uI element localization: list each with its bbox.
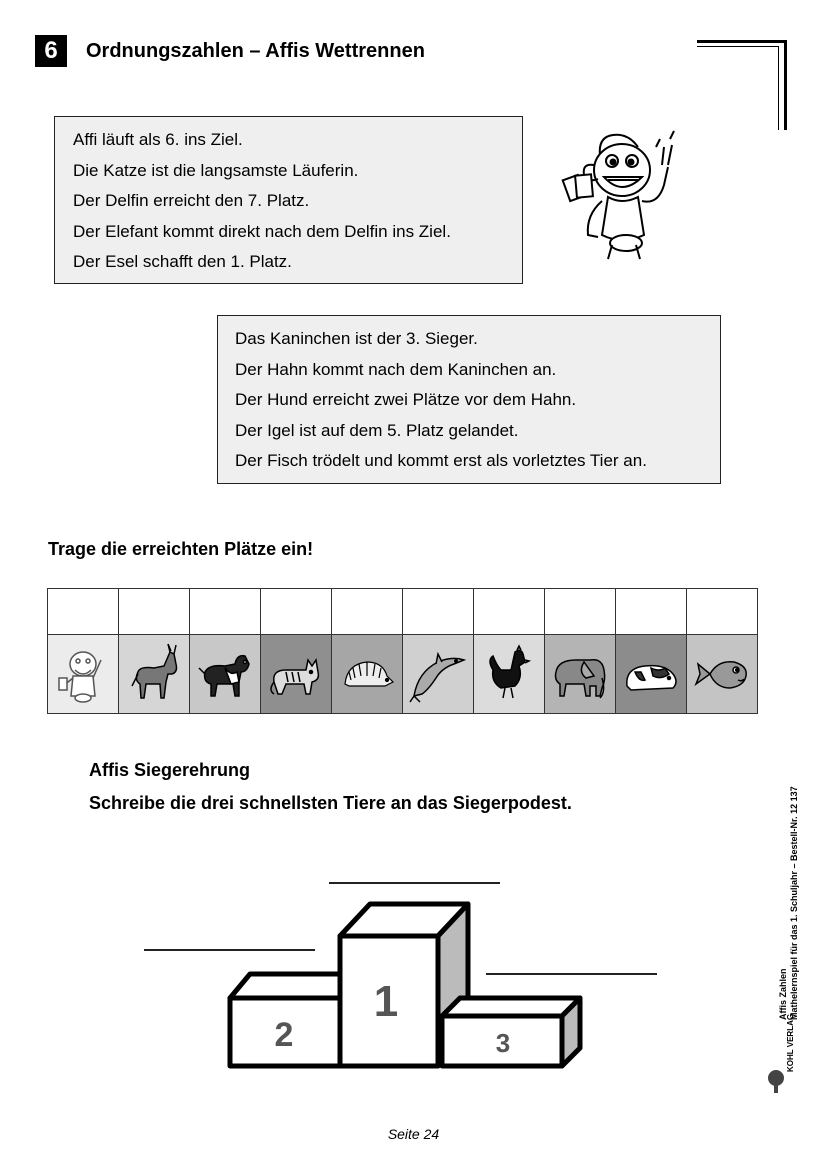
monkey-illustration <box>558 125 688 265</box>
clue-line: Der Delfin erreicht den 7. Platz. <box>73 191 310 210</box>
animal-cell <box>119 635 190 714</box>
corner-decoration <box>778 46 779 130</box>
hedgehog-icon <box>337 642 397 706</box>
place-input-cell[interactable] <box>616 589 687 635</box>
clue-line: Der Hahn kommt nach dem Kaninchen an. <box>235 359 557 379</box>
place-input-cell[interactable] <box>687 589 758 635</box>
page-title: Ordnungszahlen – Affis Wettrennen <box>86 40 425 62</box>
animal-cell <box>190 635 261 714</box>
animal-cell <box>403 635 474 714</box>
place-input-cell[interactable] <box>119 589 190 635</box>
placement-table <box>47 588 758 714</box>
place-input-cell[interactable] <box>190 589 261 635</box>
clue-line: Der Esel schafft den 1. Platz. <box>73 252 292 271</box>
cat-icon <box>266 642 326 706</box>
clue-line: Der Fisch trödelt und kommt erst als vorletztes Tier an. <box>235 451 647 470</box>
rooster-icon <box>479 642 539 706</box>
podium-second-label: 2 <box>274 1016 294 1054</box>
animal-cell <box>261 635 332 714</box>
clue-line: Der Igel ist auf dem 5. Platz gelandet. <box>235 420 519 440</box>
clue-line: Das Kaninchen ist der 3. Sieger. <box>235 329 478 348</box>
clue-line: Affi läuft als 6. ins Ziel. <box>73 130 243 149</box>
animal-cell <box>545 635 616 714</box>
rabbit-icon <box>621 642 681 706</box>
clue-line: Der Hund erreicht zwei Plätze vor dem Hahn. <box>235 390 577 409</box>
corner-decoration <box>784 40 787 130</box>
fish-icon <box>692 642 752 706</box>
page-number: Seite 24 <box>387 1126 440 1142</box>
place-input-cell[interactable] <box>474 589 545 635</box>
corner-decoration <box>697 40 787 43</box>
place-input-cell[interactable] <box>403 589 474 635</box>
clue-box-left <box>54 116 523 284</box>
podium-third-label: 3 <box>495 1028 511 1058</box>
podium-first-label: 1 <box>373 977 399 1026</box>
write-line-first[interactable] <box>329 882 500 884</box>
place-input-cell[interactable] <box>261 589 332 635</box>
dolphin-icon <box>408 642 468 706</box>
publisher-logo: KOHL VERLAG <box>786 1013 795 1072</box>
elephant-icon <box>550 642 610 706</box>
animal-cell <box>48 635 119 714</box>
monkey-icon <box>53 642 113 706</box>
side-title: Affis Zahlen <box>778 968 788 1020</box>
clue-line: Der Elefant kommt direkt nach dem Delfin ins Ziel. <box>73 221 451 241</box>
exercise-number: 6 <box>35 35 67 67</box>
animal-cell <box>332 635 403 714</box>
tree-icon <box>766 1068 786 1094</box>
donkey-icon <box>124 642 184 706</box>
winner-podium <box>222 898 590 1074</box>
animal-cell <box>616 635 687 714</box>
place-input-cell[interactable] <box>545 589 616 635</box>
clue-box-right <box>217 315 721 484</box>
animal-cell <box>474 635 545 714</box>
dog-icon <box>195 642 255 706</box>
task-instruction: Schreibe die drei schnellsten Tiere an das Siegerpodest. <box>89 793 572 813</box>
place-input-cell[interactable] <box>48 589 119 635</box>
corner-decoration <box>697 46 779 47</box>
animal-cell <box>687 635 758 714</box>
clue-line: Die Katze ist die langsamste Läuferin. <box>73 160 359 180</box>
side-subtitle: Mathelernspiel für das 1. Schuljahr – Bestell-Nr. 12 137 <box>789 786 799 1020</box>
place-input-cell[interactable] <box>332 589 403 635</box>
task-instruction: Trage die erreichten Plätze ein! <box>48 539 314 559</box>
section-title: Affis Siegerehrung <box>89 760 251 780</box>
